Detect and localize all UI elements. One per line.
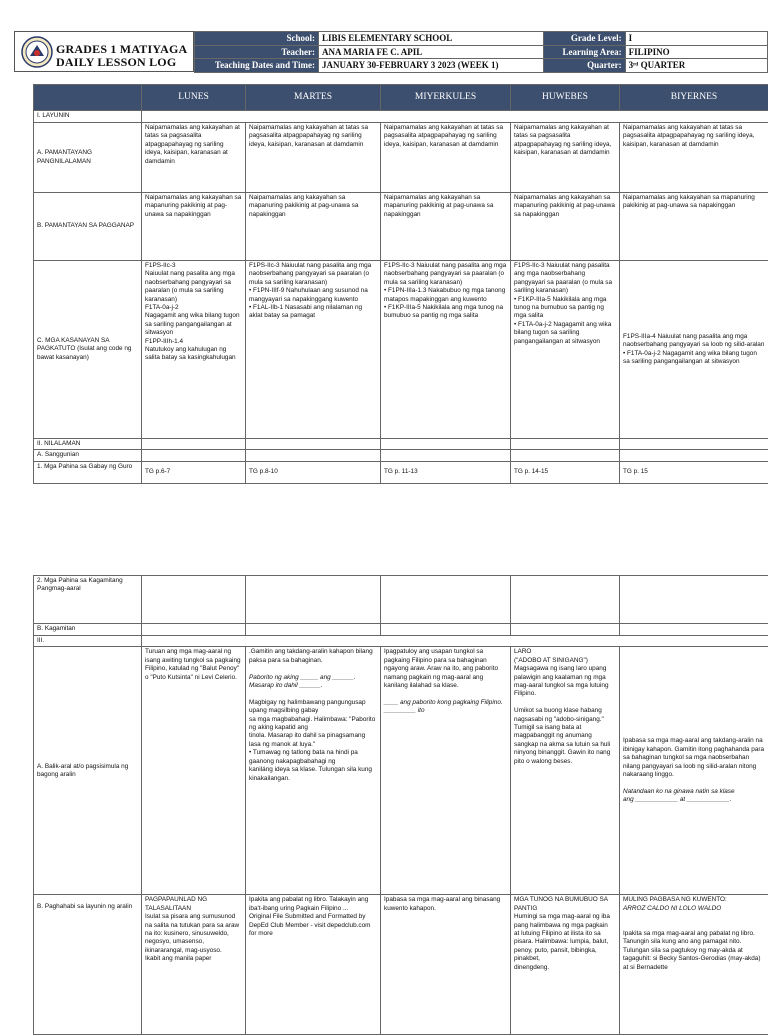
row-label-gabay: 1. Mga Pahina sa Gabay ng Guro [34,461,142,483]
quarter-value: 3ʳᵈ QUARTER [625,59,767,73]
section-pamamaraan: III. [34,636,142,647]
grade-label: Grade Level: [543,32,625,46]
row-label-kasanayan: C. MGA KASANAYAN SA PAGKATUTO (Isulat ang code ng bawat kasanayan) [34,261,142,439]
pamantayang-martes: Naipamamalas ang kakayahan at tatas sa pagsasalita atpagpapahayag ng sariling ideya, kaisipan, karanasan at damdamin [246,123,381,193]
pagganap-biyernes: Naipamamalas ang kakayahan sa mapanuring pakikinig at pag-unawa sa napakinggan [620,193,768,261]
pagganap-huwebes: Naipamamalas ang kakayahan sa mapanuring pakikinig at pag-unawa sa napakinggan [511,193,620,261]
balik-biyernes-intro: Ipabasa sa mga mag-aaral ang takdang-aralin na ibinigay kahapon. Gamitin itong paghahanda para sa bahaginan tungkol sa mga naobserbahan nilang pangyayari sa loob ng silid-aralan nitong nakaraang linggo. [623,737,765,779]
paghahabi-martes: Ipakita ang pabalat ng libro. Talakayin ang iba't-ibang uring Pagkain Filipino ... Original File Submitted and Formatted by DepEd Club Member - visit depedclub.com for more [246,895,381,1035]
gabay-martes: TG p.8-10 [246,461,381,483]
balik-martes-instructions: Magbigay ng halimbawang pangungusap upang magsilbing gabay sa mga magbabahagi. Halimbawa: "Paborito ng aking kapatid ang tinola. Masarap ito dahil sa pinagsamang lasa ng manok at luya." • Tumawag ng tatlong bata na hindi pa gaanong nakapagbabahagi ng kaniláng ideya sa klase. Tulungan sila kung kinakailangan. [249,699,377,783]
balik-huwebes: LARO ("ADOBO AT SINIGANG") Magsagawa ng isang laro upang palawigin ang kaalaman ng mga mag-aaral tungkol sa mga lutuing Filipino. Umikot sa buong klase habang nagsasabi ng "adobo-sinigang." Tumigil sa isang bata at magpabanggit ng anumang sangkap na akma sa lutuin sa huli ninyong binanggit. Gawin ito nang pito o walong beses. [511,647,620,895]
paghahabi-biyernes-body: Ipakita sa mga mag-aaral ang pabalat ng libro. Tanungin sila kung ano ang pamagat nito. Tulungan sila sa pagtukoy ng may-akda at tagaguhit: si Becky Santos-Gerodias (may-akda) at si Bernadette [623,930,765,972]
day-header-miyerkules: MIYERKULES [381,85,511,111]
balik-lunes: Turuan ang mga mag-aaral ng isang awiting tungkol sa pagkaing Filipino, katulad ng "Balut Penoy" o "Puto Kutsinta" ni Levi Celerio. [142,647,246,895]
paghahabi-biyernes-title: ARROZ CALDO NI LOLO WALDO [623,905,765,913]
gabay-miyerkules: TG p. 11-13 [381,461,511,483]
pagganap-lunes: Naipamamalas ang kakayahan sa mapanuring pakikinig at pag-unawa sa napakinggan [142,193,246,261]
teacher-value: ANA MARIA FE C. APIL [319,45,544,59]
corner-cell [34,85,142,111]
paghahabi-miyerkules: Ipabasa sa mga mag-aaral ang binasang kuwento kahapon. [381,895,511,1035]
dll-header [14,31,768,72]
section-nilalaman: II. NILALAMAN [34,439,142,450]
quarter-label: Quarter: [543,59,625,73]
row-label-pagganap: B. PAMANTAYAN SA PAGGANAP [34,193,142,261]
area-value: FILIPINO [625,45,767,59]
pamantayang-huwebes: Naipamamalas ang kakayahan at tatas sa pagsasalita atpagpapahayag ng sariling ideya, kaisipan, karanasan at damdamin [511,123,620,193]
balik-martes [246,647,381,895]
balik-martes-prompt-1: Paborito ng aking _____ ang ______. [249,674,377,682]
paghahabi-huwebes: MGA TUNOG NA BUMUBUO SA PANTIG Humingi sa mga mag-aaral ng iba pang halimbawa ng mga pagkain at lutuing Filipino at ilista ito sa pisara. Halimbawa: lumpia, balut, penoy, puto, pansit, bibingka, pinakbet, dinengdeng. [511,895,620,1035]
section-layunin-fill [142,111,768,123]
gabay-huwebes: TG p. 14-15 [511,461,620,483]
row-label-pamantayang: A. PAMANTAYANG PANGNILALAMAN [34,123,142,193]
kasanayan-huwebes: F1PS-IIc-3 Naiuulat nang pasalita ang mga naobserbahang pangyayari sa paaralan (o mula sa sariling karanasan) • F1KP-IIIa-5 Nakikilala ang mga tunog na bumubuo sa pantig ng mga salita • F1TA-0a-j-2 Nagagamit ang wika bilang tugon sa sariling pangangailangan at sitwasyon [511,261,620,439]
lesson-table-2 [33,575,768,1035]
gabay-lunes: TG p.6-7 [142,461,246,483]
day-header-martes: MARTES [246,85,381,111]
kasanayan-martes: F1PS-IIc-3 Naiuulat nang pasalita ang mga naobserbahang pangyayari sa paaralan (o mula sa sariling karanasan) • F1PN-IIIf-9 Nahuhulaan ang susunod na mangyayari sa napakinggang kuwento • F1AL-IIb-1 Nasasabi ang nilalaman ng aklat batay sa pamagat [246,261,381,439]
dates-value: JANUARY 30-FEBRUARY 3 2023 (WEEK 1) [319,59,544,73]
header-title-line1: GRADES 1 MATIYAGA [56,42,187,57]
balik-martes-intro: .Gamitin ang takdang-aralin kahapon bilang paksa para sa bahaginan. [249,648,377,665]
dates-label: Teaching Dates and Time: [195,59,319,73]
day-header-lunes: LUNES [142,85,246,111]
gabay-biyernes: TG p. 15 [620,461,768,483]
balik-biyernes-prompt-2: ang ____________ at ____________. [623,796,765,804]
school-label: School: [195,32,319,46]
balik-martes-prompt-2: Masarap ito dahil ______. [249,682,377,690]
grade-value: I [625,32,767,46]
section-kagamitan: B. Kagamitan [34,624,142,636]
balik-miyerkules-prompt: ____ ang paborito kong pagkaing Filipino. _________ ito [384,699,507,716]
lesson-table-1 [33,84,768,484]
kasanayan-lunes: F1PS-IIc-3 Naiuulat nang pasalita ang mga naobserbahang pangyayari sa paaralan (o mula sa sariling karanasan) F1TA-0a-j-2 Nagagamit ang wika bilang tugon sa sariling pangangailangan at sitwasyon F1PP-IIIh-1.4 Natutukoy ang kahulugan ng salita batay sa kasingkahulugan [142,261,246,439]
kasanayan-miyerkules: F1PS-IIc-3 Naiuulat nang pasalita ang mga naobserbahang pangyayari sa paaralan (o mula sa sariling karanasan) • F1PN-IIIa-1.3 Nakabubuo ng mga tanong matapos mapakinggan ang kuwento • F1KP-IIIa-5 Nakikilala ang mga tunog na bumubuo sa pantig ng mga salita [381,261,511,439]
header-info-table [194,31,768,73]
teacher-label: Teacher: [195,45,319,59]
row-label-balik-aral: A. Balik-aral at/o pagsisimula ng bagong aralin [34,647,142,895]
school-value: LIBIS ELEMENTARY SCHOOL [319,32,544,46]
header-title-line2: DAILY LESSON LOG [56,55,176,70]
day-header-biyernes: BIYERNES [620,85,768,111]
kasanayan-biyernes: F1PS-IIIa-4 Naiuulat nang pasalita ang mga naobserbahang pangyayari sa loob ng silid-aralan • F1TA-0a-j-2 Nagagamit ang wika bilang tugon sa sariling pangangailangan at sitwasyon [620,261,768,439]
section-sanggunian: A. Sanggunian [34,450,142,461]
paghahabi-biyernes-heading: MULING PAGBASA NG KUWENTO: [623,896,765,904]
row-label-paghahabi: B. Paghahabi sa layunin ng aralin [34,895,142,1035]
balik-biyernes [620,647,768,895]
deped-seal-icon [21,36,53,68]
logo-title-box [14,31,194,72]
paghahabi-lunes: PAGPAPAUNLAD NG TALASALITAAN Isulat sa pisara ang sumusunod na salita na tutukan para sa araw na ito: kusinero, sinusuweldo, negosyo, umasenso, ikinararangal, mag-usyoso. Ikabit ang manila paper [142,895,246,1035]
balik-biyernes-prompt-1: Natandaan ko na ginawa natin sa klase [623,788,765,796]
row-label-kagamitang: 2. Mga Pahina sa Kagamitang Pangmag-aaral [34,576,142,624]
pamantayang-lunes: Naipamamalas ang kakayahan at tatas sa pagsasalita atpagpapahayag ng sariling ideya, kaisipan, karanasan at damdamin [142,123,246,193]
balik-miyerkules-intro: Ipagpatuloy ang usapan tungkol sa pagkaing Filipino para sa bahaginan ngayong araw. Araw na ito, ang paborito namang pagkain ng mag-aaral ang kanilang ilalahad sa klase. [384,648,507,690]
pamantayang-miyerkules: Naipamamalas ang kakayahan at tatas sa pagsasalita atpagpapahayag ng sariling ideya, kaisipan, karanasan at damdamin [381,123,511,193]
day-header-huwebes: HUWEBES [511,85,620,111]
section-layunin: I. LAYUNIN [34,111,142,123]
pamantayang-biyernes: Naipamamalas ang kakayahan at tatas sa pagsasalita atpagpapahayag ng sariling ideya, kaisipan, karanasan at damdamin [620,123,768,193]
pagganap-miyerkules: Naipamamalas ang kakayahan sa mapanuring pakikinig at pag-unawa sa napakinggan [381,193,511,261]
balik-miyerkules [381,647,511,895]
area-label: Learning Area: [543,45,625,59]
pagganap-martes: Naipamamalas ang kakayahan sa mapanuring pakikinig at pag-unawa sa napakinggan [246,193,381,261]
paghahabi-biyernes [620,895,768,1035]
